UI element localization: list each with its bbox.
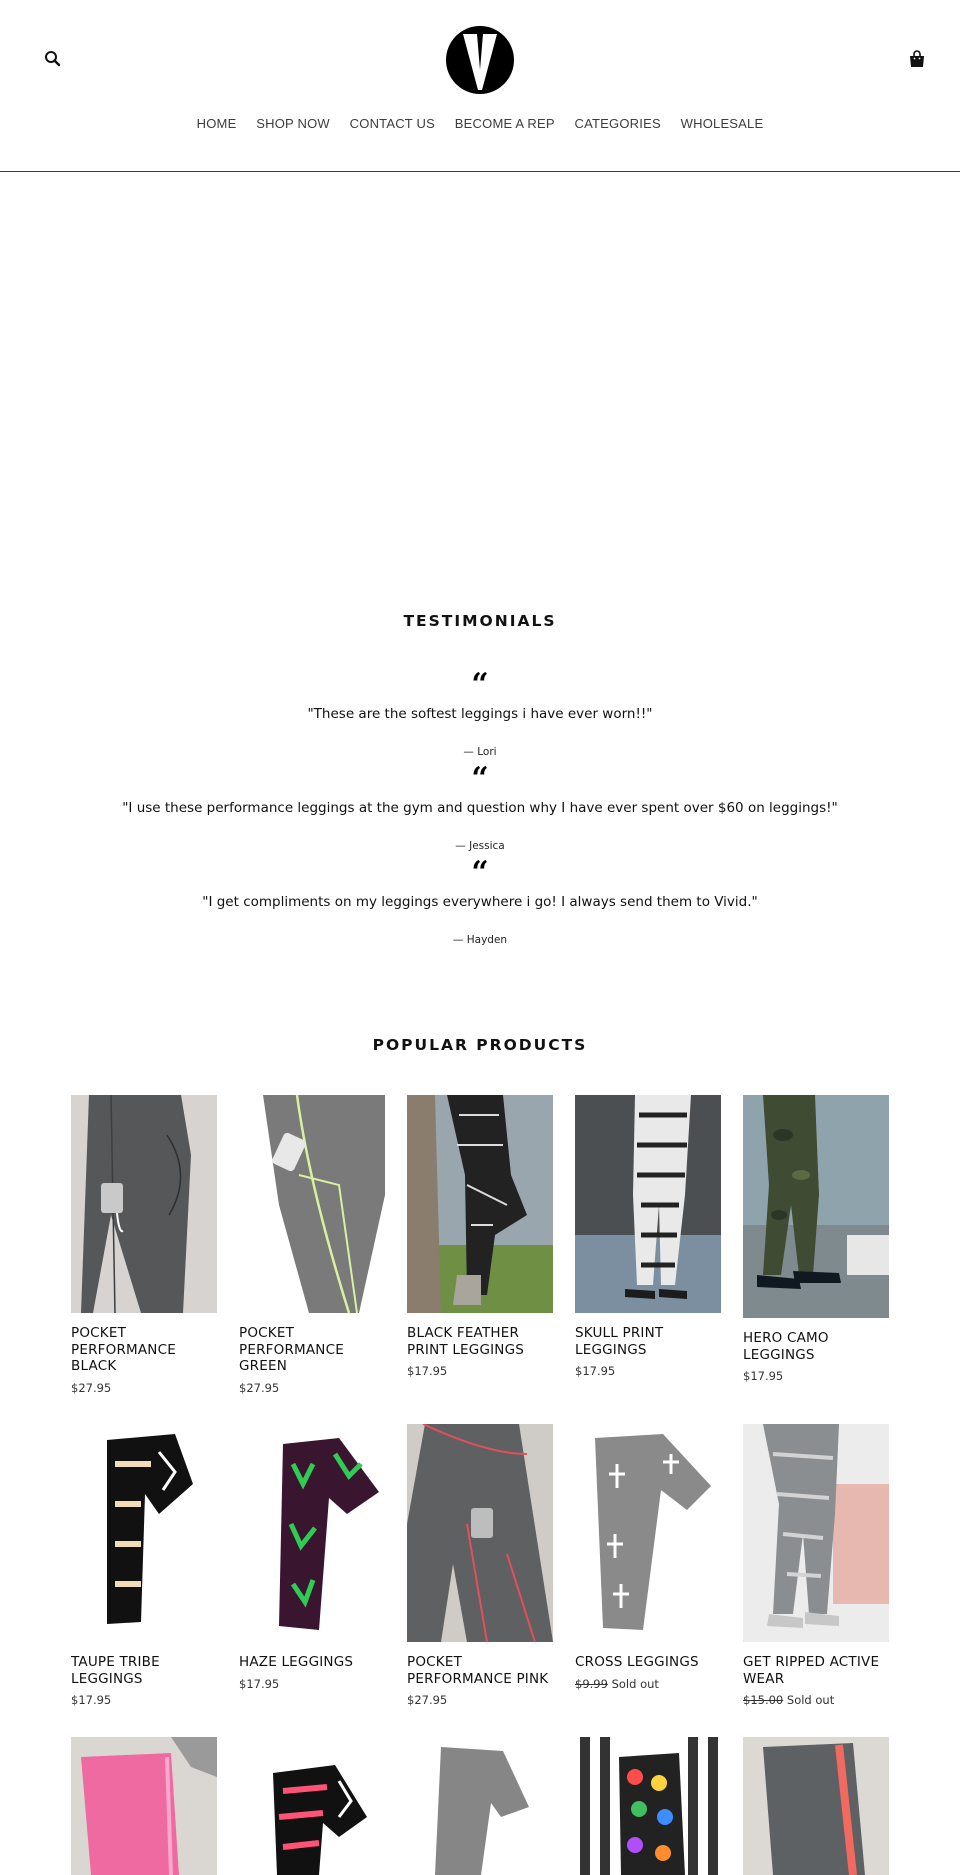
product-title[interactable]: SKULL PRINT LEGGINGS: [575, 1325, 664, 1358]
product-image[interactable]: [239, 1737, 385, 1875]
product-card[interactable]: [575, 1095, 721, 1378]
product-image[interactable]: [71, 1737, 217, 1875]
product-card[interactable]: [71, 1095, 217, 1395]
product-price: $27.95: [407, 1693, 448, 1707]
product-card[interactable]: [575, 1424, 721, 1691]
product-price: $17.95: [743, 1369, 784, 1383]
product-image[interactable]: [71, 1424, 217, 1642]
testimonial-3: [0, 855, 960, 946]
product-price: $17.95: [575, 1364, 616, 1378]
product-card[interactable]: [407, 1095, 553, 1378]
search-icon[interactable]: [42, 48, 64, 70]
sold-out-badge: Sold out: [611, 1676, 659, 1691]
product-compare-price: $15.00: [743, 1693, 784, 1707]
product-price: $27.95: [239, 1380, 280, 1395]
product-image[interactable]: [407, 1095, 553, 1313]
product-title[interactable]: CROSS LEGGINGS: [575, 1654, 699, 1670]
product-price: [575, 1677, 721, 1691]
nav-home[interactable]: HOME: [196, 116, 237, 131]
product-price: [743, 1693, 889, 1707]
product-title[interactable]: POCKET PERFORMANCE BLACK: [71, 1325, 176, 1374]
nav-wholesale[interactable]: WHOLESALE: [680, 116, 764, 131]
nav-become-a-rep[interactable]: BECOME A REP: [454, 116, 555, 131]
product-card[interactable]: [743, 1737, 889, 1875]
product-image[interactable]: [575, 1737, 721, 1875]
product-title[interactable]: GET RIPPED ACTIVE WEAR: [743, 1654, 880, 1687]
sold-out-badge: Sold out: [786, 1693, 835, 1707]
testimonial-author: — Lori: [463, 746, 497, 758]
product-card[interactable]: [575, 1737, 721, 1875]
nav-categories[interactable]: CATEGORIES: [574, 116, 661, 131]
testimonial-author: — Hayden: [452, 934, 508, 946]
product-card[interactable]: [239, 1424, 385, 1691]
product-card[interactable]: [407, 1737, 553, 1875]
testimonial-text: "I get compliments on my leggings everywhere i go! I always send them to Vivid.": [202, 894, 758, 910]
testimonial-text: "These are the softest leggings i have ever worn!!": [307, 706, 653, 722]
product-image[interactable]: [743, 1737, 889, 1875]
product-image[interactable]: [407, 1737, 553, 1875]
product-title[interactable]: BLACK FEATHER PRINT LEGGINGS: [407, 1325, 525, 1358]
testimonial-2: [0, 761, 960, 852]
testimonial-text: "I use these performance leggings at the gym and question why I have ever spent over $60 on leggings!": [122, 800, 838, 816]
testimonial-author: — Jessica: [455, 840, 505, 852]
testimonials-title: TESTIMONIALS: [403, 612, 557, 630]
product-price: $27.95: [71, 1380, 112, 1395]
product-price: $17.95: [239, 1676, 280, 1691]
product-title[interactable]: HAZE LEGGINGS: [239, 1654, 354, 1670]
testimonial-1: [0, 667, 960, 758]
product-card[interactable]: [239, 1737, 385, 1875]
site-logo[interactable]: [446, 26, 514, 94]
product-image[interactable]: [743, 1095, 889, 1318]
nav-contact-us[interactable]: CONTACT US: [349, 116, 435, 131]
hero-banner: [0, 173, 960, 573]
nav-shop-now[interactable]: SHOP NOW: [256, 116, 330, 131]
product-image[interactable]: [743, 1424, 889, 1642]
product-title[interactable]: TAUPE TRIBE LEGGINGS: [71, 1654, 160, 1687]
main-nav: [0, 116, 960, 131]
product-title[interactable]: HERO CAMO LEGGINGS: [743, 1330, 829, 1363]
product-title[interactable]: POCKET PERFORMANCE GREEN: [239, 1325, 344, 1374]
quote-icon: “: [471, 855, 489, 890]
product-price: $17.95: [407, 1364, 448, 1378]
product-image[interactable]: [575, 1424, 721, 1642]
product-image[interactable]: [71, 1095, 217, 1313]
quote-icon: “: [471, 761, 489, 796]
product-image[interactable]: [575, 1095, 721, 1313]
product-title[interactable]: POCKET PERFORMANCE PINK: [407, 1654, 549, 1687]
site-header: [0, 0, 960, 172]
product-image[interactable]: [239, 1424, 385, 1642]
product-image[interactable]: [407, 1424, 553, 1642]
product-card[interactable]: [743, 1095, 889, 1383]
product-compare-price: $9.99: [575, 1676, 608, 1691]
product-card[interactable]: [239, 1095, 385, 1395]
product-price: $17.95: [71, 1693, 112, 1707]
product-image[interactable]: [239, 1095, 385, 1313]
quote-icon: “: [471, 667, 489, 702]
product-card[interactable]: [407, 1424, 553, 1707]
cart-icon[interactable]: [906, 48, 928, 70]
popular-products-title: POPULAR PRODUCTS: [372, 1036, 588, 1054]
product-card[interactable]: [743, 1424, 889, 1707]
product-card[interactable]: [71, 1737, 217, 1875]
product-card[interactable]: [71, 1424, 217, 1707]
